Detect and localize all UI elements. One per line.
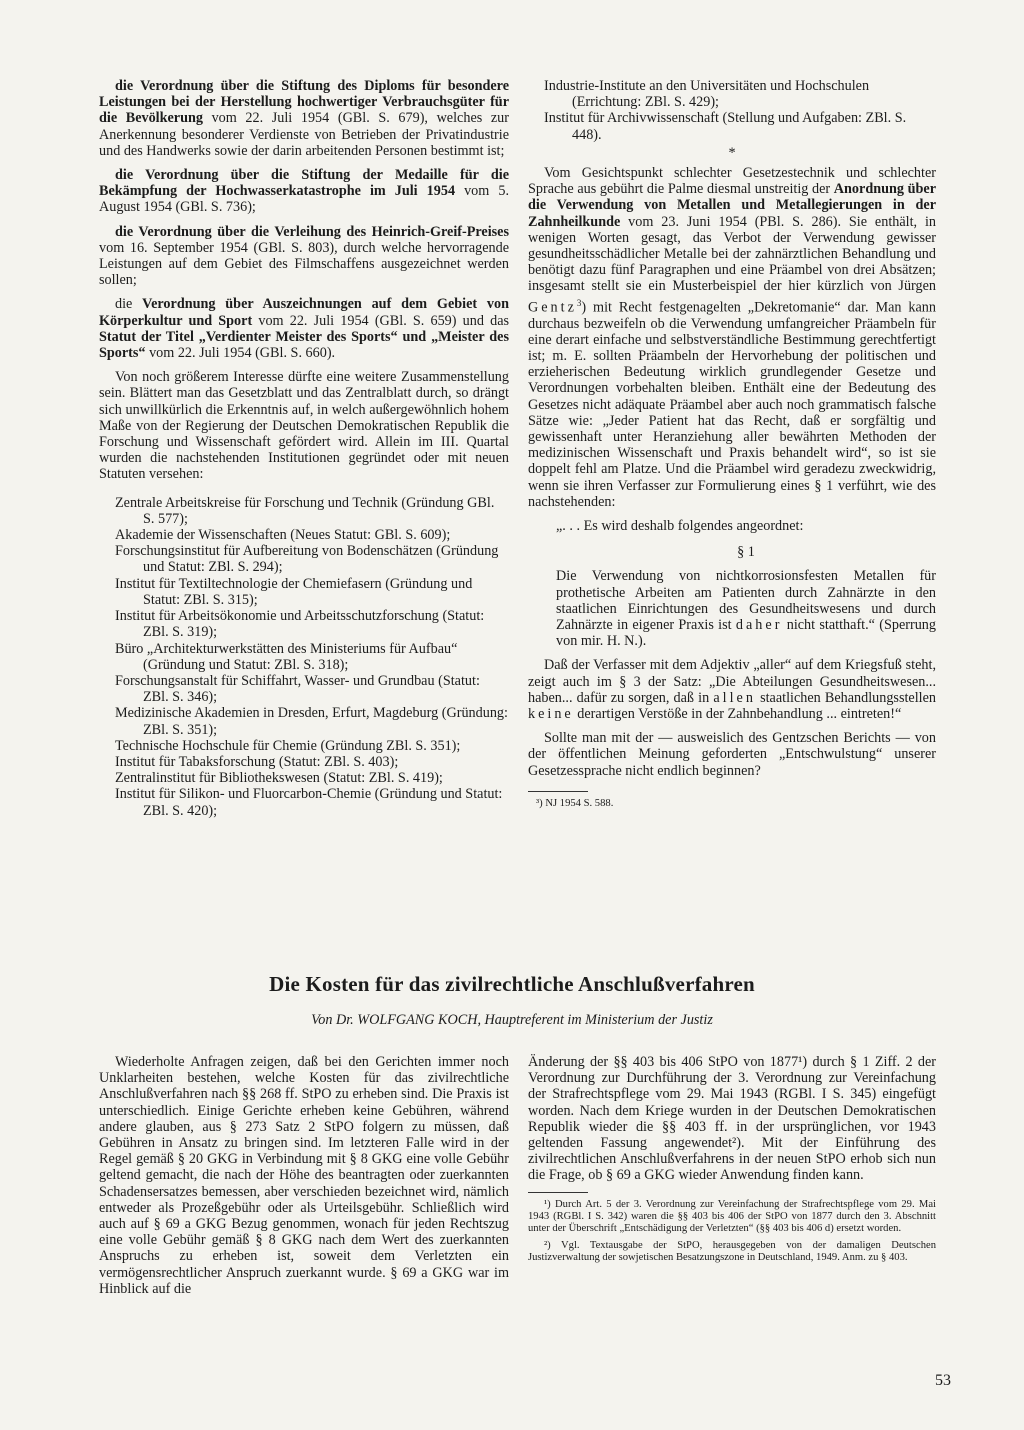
list-item: Institut für Textiltechnologie der Chemiefasern (Gründung und Statut: ZBl. S. 315);: [115, 575, 473, 608]
list-item: Institut für Tabaksforschung (Statut: ZBl. S. 403);: [115, 753, 399, 770]
body-paragraph: Sollte man mit der — ausweislich des Gentzschen Berichts — von der öffentlichen Meinung geforderten „Entschwulstung“ unserer Gesetzessprache nicht endlich beginnen?: [528, 730, 936, 779]
list-item: Forschungsanstalt für Schiffahrt, Wasser- und Grundbau (Statut: ZBl. S. 346);: [115, 672, 480, 706]
list-item: Medizinische Akademien in Dresden, Erfurt, Magdeburg (Gründung: ZBl. S. 351);: [115, 705, 508, 738]
decree-item: die Verordnung über die Stiftung des Diploms für besondere Leistungen bei der Herstellung hochwertiger Verbrauchsgüter für die Bevölkerung vom 22. Juli 1954 (GBl. S. 679), welches zur Anerkennung besonderer Verdienste von Betrieben der Privatindustrie und des Handwerks sowie der darin arbeitenden Personen bestimmt ist;: [99, 78, 509, 159]
institution-list-continued: [528, 78, 936, 143]
list-item: Industrie-Institute an den Universitäten und Hochschulen (Errichtung: ZBl. S. 429);: [544, 78, 870, 111]
article-title: Die Kosten für das zivilrechtliche Anschlußverfahren: [269, 972, 755, 996]
article-left-column: [99, 1054, 509, 1305]
list-item: Institut für Silikon- und Fluorcarbon-Chemie (Gründung und Statut: ZBl. S. 420);: [115, 786, 503, 819]
section-separator: *: [728, 144, 736, 161]
article-byline: Von Dr. WOLFGANG KOCH, Hauptreferent im Ministerium der Justiz: [311, 1012, 713, 1028]
list-item: Zentralinstitut für Bibliothekswesen (Statut: ZBl. S. 419);: [115, 770, 443, 787]
body-paragraph: Wiederholte Anfragen zeigen, daß bei den Gerichten immer noch Unklarheiten bestehen, welche Kosten für das zivilrechtliche Anschlußverfahren nach §§ 268 ff. StPO zu erheben sind. Die Praxis ist unterschiedlich. Einige Gerichte erheben keine Gebühren, während andere glauben, aus § 273 Satz 2 StPO folgern zu müssen, daß Gebühren in Ansatz zu bringen sind. Im letzteren Falle wird in der Regel gemäß § 20 GKG in Verbindung mit § 8 GKG eine volle Gebühr geltend gemacht, die nach der Höhe des beantragten oder zuerkannten Schadensersatzes bemessen, aber verschieden bezeichnet wird, nämlich entweder als Prozeßgebühr oder als Urteilsgebühr. Schließlich wird auch auf § 69 a GKG Bezug genommen, wonach für jeden Rechtszug eine volle Gebühr gemäß § 8 GKG nach dem Wert des zuerkannten Anspruchs zu erheben ist, soweit dem Verletzten ein vermögensrechtlicher Anspruch zuerkannt wurde. § 69 a GKG war im Hinblick auf die: [99, 1054, 509, 1297]
section-mark: § 1: [737, 544, 755, 561]
list-item: Institut für Arbeitsökonomie und Arbeitsschutzforschung (Statut: ZBl. S. 319);: [115, 608, 485, 641]
footnote: ³) NJ 1954 S. 588.: [536, 797, 614, 809]
body-paragraph: Von noch größerem Interesse dürfte eine weitere Zusammenstellung sein. Blättert man das Gesetzblatt und das Zentralblatt durch, so drängt sich unwillkürlich die Erkenntnis auf, in welch außergewöhnlich hohem Maße von der Regierung der Deutschen Demokratischen Republik die Forschung und Wissenschaft gefördert wird. Allein im III. Quartal wurden die nachstehenden Institutionen gegründet oder mit neuen Statuten versehen:: [99, 369, 509, 483]
list-item: Forschungsinstitut für Aufbereitung von Bodenschätzen (Gründung und Statut: ZBl. S. 294);: [115, 543, 499, 576]
body-paragraph: Änderung der §§ 403 bis 406 StPO von 1877¹) durch § 1 Ziff. 2 der Verordnung zur Durchführung der 3. Verordnung zur Vereinfachung der Strafrechtspflege vom 29. Mai 1943 (RGBl. I S. 345) eingefügt worden. Nach dem Kriege wurden in der Deutschen Demokratischen Republik wieder die §§ 403 ff. in der ursprünglichen, vor 1943 geltenden Fassung angewendet²). Mit der Einführung des zivilrechtlichen Anschlußverfahrens in der neuen StPO erhob sich nun die Frage, ob § 69 a GKG wieder Anwendung finden kann.: [528, 1054, 936, 1184]
article-right-column: [528, 1054, 936, 1265]
decree-item: die Verordnung über die Stiftung der Medaille für die Bekämpfung der Hochwasserkatastrophe im Juli 1954 vom 5. August 1954 (GBl. S. 736);: [99, 167, 509, 216]
list-item: Büro „Architekturwerkstätten des Ministeriums für Aufbau“ (Gründung und Statut: ZBl. S. 318);: [115, 640, 458, 673]
list-item: Institut für Archivwissenschaft (Stellung und Aufgaben: ZBl. S. 448).: [544, 110, 907, 143]
decree-item: die Verordnung über die Verleihung des Heinrich-Greif-Preises vom 16. September 1954 (GBl. S. 803), durch welche hervorragende Leistungen auf dem Gebiet des Filmschaffens ausgezeichnet werden sollen;: [99, 223, 509, 289]
list-item: Zentrale Arbeitskreise für Forschung und Technik (Gründung GBl. S. 577);: [115, 494, 495, 527]
footnote-rule: [528, 1192, 588, 1193]
footnote: ¹) Durch Art. 5 der 3. Verordnung zur Vereinfachung der Strafrechtspflege vom 29. Mai 1943 (RGBl. I S. 342) waren die §§ 403 bis 406 der StPO von 1877 durch den 3. Abschnitt unter der Überschrift „Entschädigung der Verletzten“ (§§ 403 bis 406 d) ersetzt worden.: [528, 1198, 936, 1235]
institution-list: [99, 495, 509, 819]
footnote-rule: [528, 791, 588, 792]
body-paragraph: Vom Gesichtspunkt schlechter Gesetzestechnik und schlechter Sprache aus gebührt die Palme diesmal unstreitig der Anordnung über die Verwendung von Metallen und Metallegierungen in der Zahnheilkunde vom 23. Juni 1954 (PBl. S. 286). Sie enthält, in wenigen Worten gesagt, das Verbot der Verwendung gewisser gesundheitsschädlicher Metalle bei der zahnärztlichen Behandlung und benötigt dazu fünf Paragraphen und eine Präambel von drei Absätzen; insgesamt stellt sie ein Musterbeispiel der hier kürzlich von Jürgen Gentz$^3$) mit Recht festgenagelten „Dekretomanie“ dar. Man kann durchaus bezweifeln ob die Verwendung umfangreicher Präambeln für eine derart einfache und selbstverständliche Bestimmung gerechtfertigt ist; m. E. sollten Präambeln der Hervorhebung der politischen und erzieherischen Bedeutung wirklich grundlegender Gesetze und Verordnungen vorbehalten bleiben. Enthält eine der Bedeutung des Gesetzes nicht adäquate Präambel aber auch noch grammatisch falsche Sätze wie: „Jeder Patient hat das Recht, daß er sorgfältig und gewissenhaft unter Heranziehung aller bewährten Methoden der medizinischen Wissenschaft und Praxis behandelt wird“, so ist sie doppelt fehl am Platze. Und die Präambel wird geradezu zweckwidrig, wenn sie ihren Verfasser zur Formulierung eines § 1 verführt, wie des nachstehenden:: [528, 165, 937, 510]
list-item: Akademie der Wissenschaften (Neues Statut: GBl. S. 609);: [115, 527, 451, 544]
right-column-top: [528, 78, 936, 810]
decree-item: die Verordnung über Auszeichnungen auf dem Gebiet von Körperkultur und Sport vom 22. Juli 1954 (GBl. S. 659) und das Statut der Titel „Verdienter Meister des Sports“ und „Meister des Sports“ vom 22. Juli 1954 (GBl. S. 660).: [99, 296, 510, 362]
footnote: ²) Vgl. Textausgabe der StPO, herausgegeben von der damaligen Deutschen Justizverwaltung der sowjetischen Besatzungszone in Deutschland, 1949. Anm. zu § 403.: [528, 1239, 936, 1264]
list-item: Technische Hochschule für Chemie (Gründung ZBl. S. 351);: [115, 737, 461, 754]
quoted-section-text: Die Verwendung von nichtkorrosionsfesten Metallen für prothetische Arbeiten am Patienten durch Zahnärzte in den staatlichen Einrichtungen des Gesundheitswesens und durch Zahnärzte in eigener Praxis ist daher nicht statthaft.“ (Sperrung von mir. H. N.).: [556, 568, 936, 650]
body-paragraph: Daß der Verfasser mit dem Adjektiv „aller“ auf dem Kriegsfuß steht, zeigt auch im § 3 der Satz: „Die Abteilungen Gesundheitswesen... haben... dafür zu sorgen, daß in allen staatlichen Behandlungsstellen keine derartigen Verstöße in der Zahnbehandlung ... eintreten!“: [528, 657, 936, 723]
quote-intro: „. . . Es wird deshalb folgendes angeordnet:: [556, 518, 804, 535]
page-number: 53: [935, 1372, 951, 1389]
left-column-top: [99, 78, 509, 819]
